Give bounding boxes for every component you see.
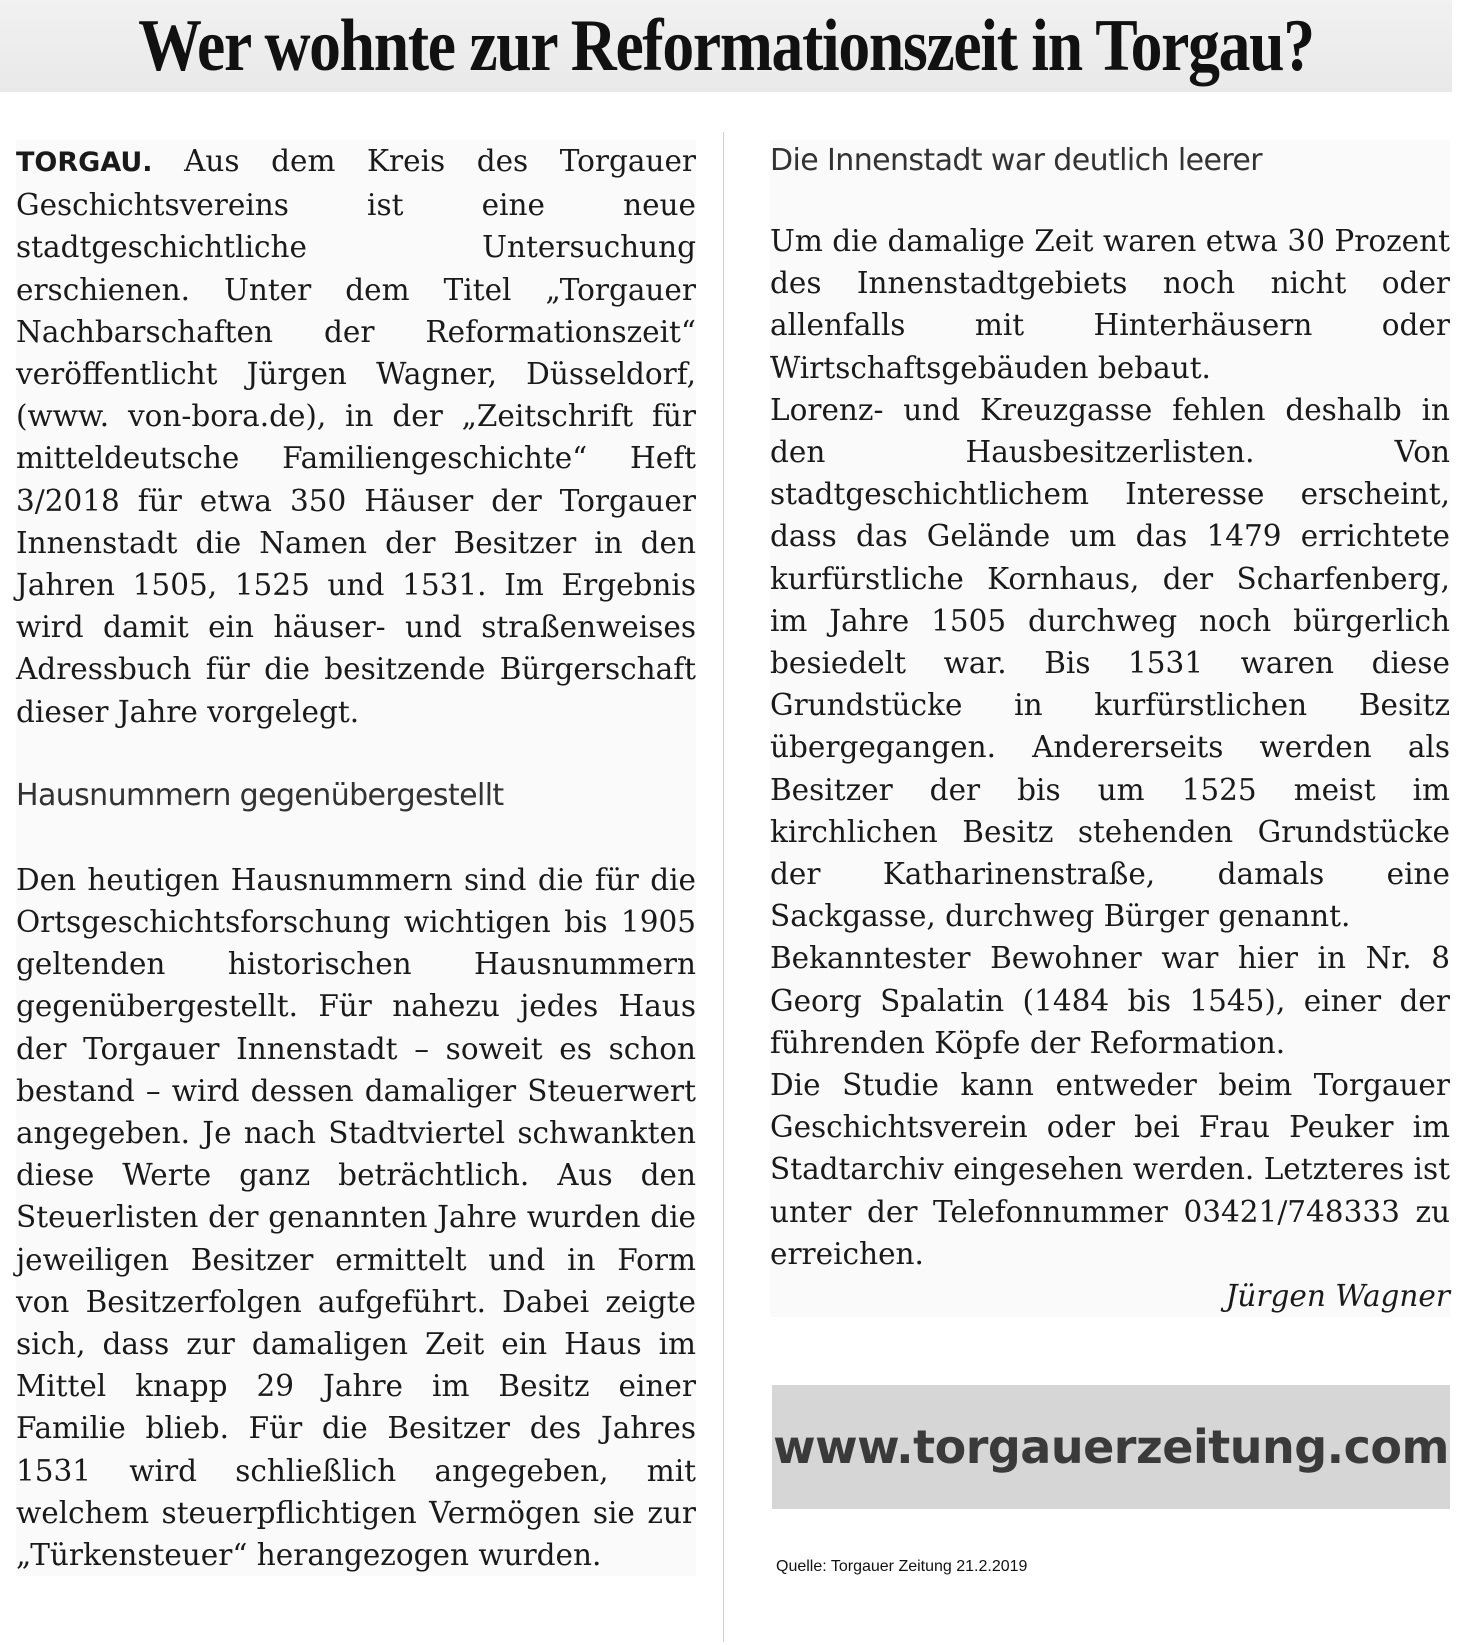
lead-paragraph-text: Aus dem Kreis des Torgauer Geschichtsvereins ist eine neue stadtgeschichtliche Untersuchung erschienen. Unter dem Titel „Torgauer Nachbarschaften der Reformationszeit“ veröffentlicht Jürgen Wagner, Düsseldorf, (www. von-bora.de), in der „Zeitschrift für mitteldeutsche Familiengeschichte“ Heft 3/2018 für etwa 350 Häuser der Torgauer Innenstadt die Namen der Besitzer in den Jahren 1505, 1525 und 1531. Im Ergebnis wird damit ein häuser- und straßenweises Adressbuch für die besitzende Bürgerschaft dieser Jahre vorgelegt. <box>16 144 696 729</box>
body-paragraph: Bekanntester Bewohner war hier in Nr. 8 Georg Spalatin (1484 bis 1545), einer der führenden Köpfe der Reformation. <box>770 941 1450 1060</box>
subheading-hausnummern: Hausnummern gegenübergestellt <box>16 777 504 813</box>
body-paragraph: Die Studie kann entweder beim Torgauer Geschichtsverein oder bei Frau Peuker im Stadtarchiv eingesehen werden. Letzteres ist unter der Telefonnummer 03421/748333 zu erreichen. <box>770 1068 1450 1271</box>
author-byline: Jürgen Wagner <box>1225 1279 1450 1314</box>
article-headline: Wer wohnte zur Reformationszeit in Torgau? <box>138 5 1314 87</box>
body-paragraph: Lorenz- und Kreuzgasse fehlen deshalb in den Hausbesitzerlisten. Von stadtgeschichtlichem Interesse erscheint, dass das Gelände um das 1479 errichtete kurfürstliche Kornhaus, der Scharfenberg, im Jahre 1505 durchweg noch bürgerlich besiedelt war. Bis 1531 waren diese Grundstücke in kurfürstlichen Besitz übergegangen. Andererseits werden als Besitzer der bis um 1525 meist im kirchlichen Besitz stehenden Grundstücke der Katharinenstraße, damals eine Sackgasse, durchweg Bürger genannt. <box>770 392 1450 934</box>
website-url: www.torgauerzeitung.com <box>773 1420 1449 1474</box>
body-paragraph: Um die damalige Zeit waren etwa 30 Prozent des Innenstadtgebiets noch nicht oder allenfalls mit Hinterhäusern oder Wirtschaftsgebäuden bebaut. <box>770 224 1450 385</box>
dateline: TORGAU. <box>16 147 153 178</box>
lead-paragraph <box>16 140 696 733</box>
website-banner <box>772 1385 1450 1509</box>
article-column-right <box>770 140 1450 1317</box>
subheading-innenstadt: Die Innenstadt war deutlich leerer <box>770 143 1262 178</box>
column-divider <box>723 132 724 1642</box>
source-caption: Quelle: Torgauer Zeitung 21.2.2019 <box>776 1558 1028 1575</box>
body-paragraph: Den heutigen Hausnummern sind die für die Ortsgeschichtsforschung wichtigen bis 1905 geltenden historischen Hausnummern gegenübergestellt. Für nahezu jedes Haus der Torgauer Innenstadt – soweit es schon bestand – wird dessen damaliger Steuerwert angegeben. Je nach Stadtviertel schwankten diese Werte ganz beträchtlich. Aus den Steuerlisten der genannten Jahre wurden die jeweiligen Besitzer ermittelt und in Form von Besitzerfolgen aufgeführt. Dabei zeigte sich, dass zur damaligen Zeit ein Haus im Mittel knapp 29 Jahre im Besitz einer Familie blieb. Für die Besitzer des Jahres 1531 wird schließlich angegeben, mit welchem steuerpflichtigen Vermögen sie zur „Türkensteuer“ herangezogen wurden. <box>16 862 696 1573</box>
article-column-left <box>16 140 696 1576</box>
